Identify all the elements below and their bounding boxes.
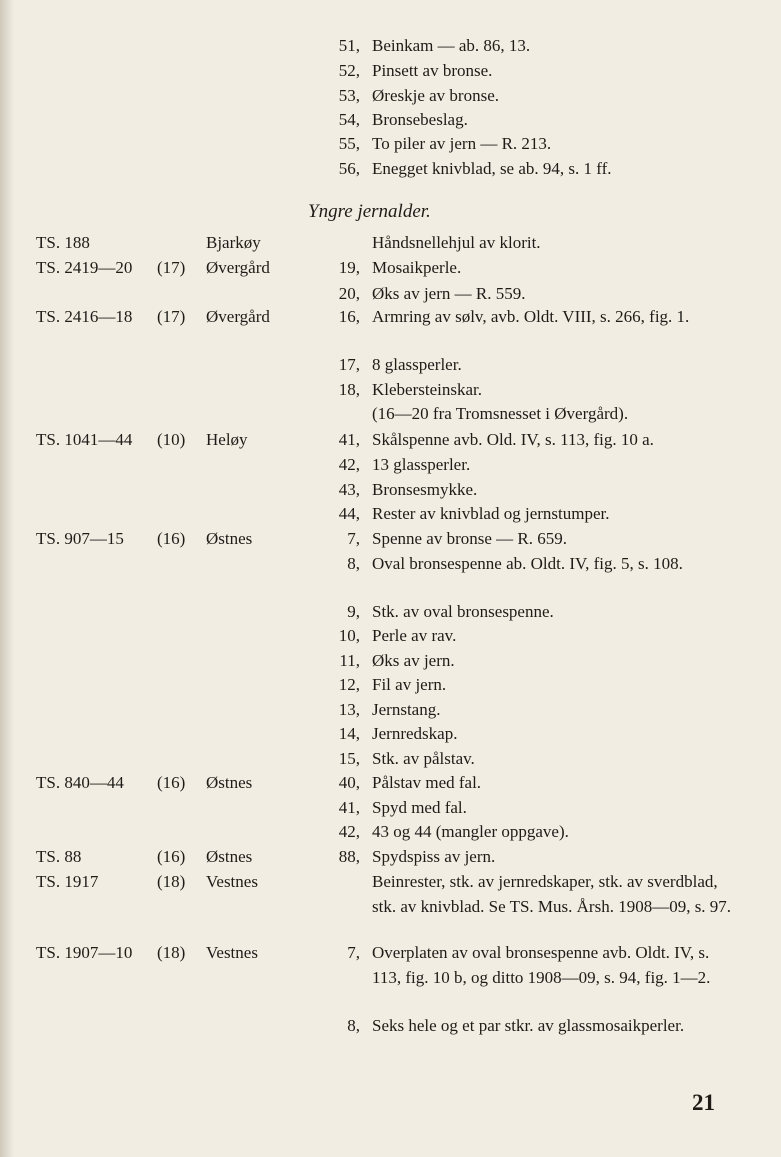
item-description: Jernstang. bbox=[372, 700, 441, 719]
region-code: (16) bbox=[157, 529, 186, 548]
item-number: 14, bbox=[338, 724, 360, 743]
table-row bbox=[0, 649, 781, 673]
catalog-number: TS. 1917 bbox=[36, 872, 99, 891]
find-place: Øvergård bbox=[206, 307, 270, 326]
region-code: (17) bbox=[157, 307, 186, 326]
find-place: Vestnes bbox=[206, 872, 258, 891]
catalog-number: TS. 907—15 bbox=[36, 529, 124, 548]
item-number: 42, bbox=[338, 455, 360, 474]
table-row bbox=[0, 231, 781, 255]
find-place: Østnes bbox=[206, 773, 253, 792]
region-code: (16) bbox=[157, 773, 186, 792]
list-item bbox=[0, 84, 781, 108]
page-number: 21 bbox=[692, 1090, 715, 1115]
table-row bbox=[0, 378, 781, 402]
item-description: Armring av sølv, avb. Oldt. VIII, s. 266, fig. 1. bbox=[372, 307, 690, 326]
item-description: Stk. av pålstav. bbox=[372, 749, 475, 768]
table-row bbox=[0, 453, 781, 477]
table-row bbox=[0, 845, 781, 869]
item-number: 54, bbox=[338, 110, 360, 129]
item-number: 11, bbox=[339, 651, 360, 670]
table-row bbox=[0, 478, 781, 502]
item-description: Beinrester, stk. av jernredskaper, stk. av sverdblad, stk. av knivblad. Se TS. Mus. Årsh. 1908—09, s. 97. bbox=[372, 872, 732, 916]
list-item bbox=[0, 59, 781, 83]
item-description: 13 glassperler. bbox=[372, 455, 471, 474]
item-description: Jernredskap. bbox=[372, 724, 458, 743]
region-code: (17) bbox=[157, 258, 186, 277]
item-number: 52, bbox=[338, 61, 360, 80]
item-number: 17, bbox=[338, 355, 360, 374]
table-row bbox=[0, 353, 781, 377]
item-description: Bronsebeslag. bbox=[372, 110, 468, 129]
item-number: 10, bbox=[338, 626, 360, 645]
item-number: 53, bbox=[338, 86, 360, 105]
item-number: 7, bbox=[347, 943, 360, 962]
item-description: Fil av jern. bbox=[372, 675, 447, 694]
catalog-number: TS. 88 bbox=[36, 847, 82, 866]
item-number: 43, bbox=[338, 480, 360, 499]
item-number: 41, bbox=[338, 430, 360, 449]
item-description: Mosaikperle. bbox=[372, 258, 462, 277]
table-row bbox=[0, 282, 781, 306]
item-number: 9, bbox=[347, 602, 360, 621]
item-description: Stk. av oval bronsespenne. bbox=[372, 602, 554, 621]
item-number: 8, bbox=[347, 1016, 360, 1035]
table-row bbox=[0, 673, 781, 697]
find-place: Vestnes bbox=[206, 943, 258, 962]
item-description: Perle av rav. bbox=[372, 626, 457, 645]
item-number: 18, bbox=[338, 380, 360, 399]
section-heading: Yngre jernalder. bbox=[308, 201, 431, 222]
catalog-number: TS. 1041—44 bbox=[36, 430, 133, 449]
item-description: Seks hele og et par stkr. av glassmosaikperler. bbox=[372, 1016, 685, 1035]
table-row bbox=[0, 600, 781, 624]
table-row bbox=[0, 402, 781, 426]
find-place: Østnes bbox=[206, 529, 253, 548]
table-row bbox=[0, 698, 781, 722]
item-description: (16—20 fra Tromsnesset i Øvergård). bbox=[372, 404, 629, 423]
region-code: (16) bbox=[157, 847, 186, 866]
list-item bbox=[0, 108, 781, 132]
item-description: Bronsesmykke. bbox=[372, 480, 478, 499]
item-number: 7, bbox=[347, 529, 360, 548]
item-description: Rester av knivblad og jernstumper. bbox=[372, 504, 610, 523]
region-code: (18) bbox=[157, 943, 186, 962]
item-description: Skålspenne avb. Old. IV, s. 113, fig. 10 a. bbox=[372, 430, 654, 449]
region-code: (10) bbox=[157, 430, 186, 449]
catalog-number: TS. 840—44 bbox=[36, 773, 124, 792]
item-description: Beinkam — ab. 86, 13. bbox=[372, 36, 531, 55]
item-number: 88, bbox=[338, 847, 360, 866]
item-description: To piler av jern — R. 213. bbox=[372, 134, 552, 153]
item-number: 40, bbox=[338, 773, 360, 792]
item-description: Pålstav med fal. bbox=[372, 773, 482, 792]
item-description: Overplaten av oval bronsespenne avb. Oldt. IV, s. 113, fig. 10 b, og ditto 1908—09, s. 94, fig. 1—2. bbox=[372, 943, 711, 987]
item-description: Øks av jern — R. 559. bbox=[372, 284, 526, 303]
item-description: 8 glassperler. bbox=[372, 355, 462, 374]
table-row bbox=[0, 820, 781, 844]
item-number: 20, bbox=[338, 284, 360, 303]
item-number: 41, bbox=[338, 798, 360, 817]
item-number: 44, bbox=[338, 504, 360, 523]
find-place: Heløy bbox=[206, 430, 248, 449]
item-number: 55, bbox=[338, 134, 360, 153]
catalog-number: TS. 188 bbox=[36, 233, 90, 252]
item-number: 42, bbox=[338, 822, 360, 841]
catalog-number: TS. 1907—10 bbox=[36, 943, 133, 962]
item-number: 51, bbox=[338, 36, 360, 55]
item-number: 8, bbox=[347, 554, 360, 573]
find-place: Bjarkøy bbox=[206, 233, 261, 252]
item-description: Håndsnellehjul av klorit. bbox=[372, 233, 541, 252]
item-description: Enegget knivblad, se ab. 94, s. 1 ff. bbox=[372, 159, 612, 178]
list-item bbox=[0, 34, 781, 58]
table-row bbox=[0, 722, 781, 746]
table-row bbox=[0, 796, 781, 820]
table-row bbox=[0, 527, 781, 551]
item-number: 13, bbox=[338, 700, 360, 719]
table-row bbox=[0, 256, 781, 280]
item-description: Klebersteinskar. bbox=[372, 380, 482, 399]
item-description: Spydspiss av jern. bbox=[372, 847, 496, 866]
find-place: Østnes bbox=[206, 847, 253, 866]
table-row bbox=[0, 941, 781, 987]
list-item bbox=[0, 157, 781, 181]
table-row bbox=[0, 624, 781, 648]
item-number: 56, bbox=[338, 159, 360, 178]
list-item bbox=[0, 132, 781, 156]
catalog-number: TS. 2419—20 bbox=[36, 258, 133, 277]
table-row bbox=[0, 747, 781, 771]
table-row bbox=[0, 1014, 781, 1038]
item-number: 15, bbox=[338, 749, 360, 768]
item-description: 43 og 44 (mangler oppgave). bbox=[372, 822, 569, 841]
item-description: Spyd med fal. bbox=[372, 798, 467, 817]
item-description: Øreskje av bronse. bbox=[372, 86, 499, 105]
table-row bbox=[0, 771, 781, 795]
region-code: (18) bbox=[157, 872, 186, 891]
item-number: 16, bbox=[338, 307, 360, 326]
item-description: Øks av jern. bbox=[372, 651, 455, 670]
table-row bbox=[0, 502, 781, 526]
table-row bbox=[0, 552, 781, 576]
table-row bbox=[0, 428, 781, 452]
item-description: Oval bronsespenne ab. Oldt. IV, fig. 5, s. 108. bbox=[372, 554, 683, 573]
table-row bbox=[0, 870, 781, 916]
table-row bbox=[0, 305, 781, 329]
item-description: Pinsett av bronse. bbox=[372, 61, 493, 80]
find-place: Øvergård bbox=[206, 258, 270, 277]
item-number: 19, bbox=[338, 258, 360, 277]
catalog-number: TS. 2416—18 bbox=[36, 307, 133, 326]
item-number: 12, bbox=[338, 675, 360, 694]
item-description: Spenne av bronse — R. 659. bbox=[372, 529, 568, 548]
